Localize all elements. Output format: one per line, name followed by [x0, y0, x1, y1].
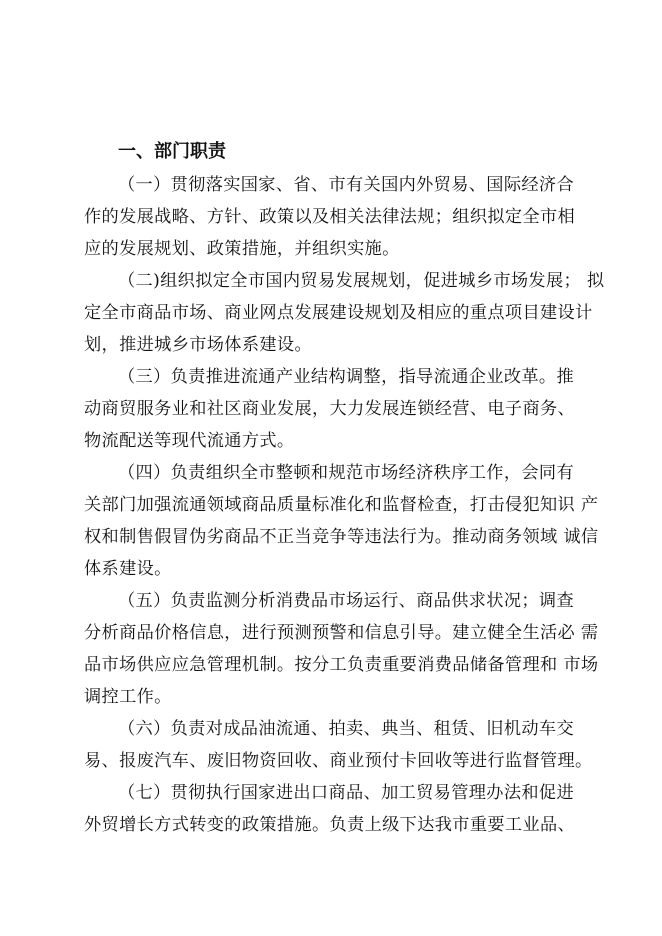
- paragraph-line: 应的发展规划、政策措施，并组织实施。: [84, 239, 400, 259]
- paragraph-line: 品市场供应应急管理机制。按分工负责重要消费品储备管理和 市场: [84, 655, 599, 675]
- paragraph-line: 分析商品价格信息，进行预测预警和信息引导。建立健全生活必 需: [84, 623, 599, 643]
- section-heading: 一、部门职责: [118, 141, 226, 162]
- paragraph-line: 定全市商品市场、商业网点发展建设规划及相应的重点项目建设计: [84, 303, 593, 323]
- paragraph-line: 体系建设。: [84, 559, 172, 579]
- paragraph-line: （五）负责监测分析消费品市场运行、商品供求状况；调查: [118, 591, 574, 611]
- paragraph-line: 动商贸服务业和社区商业发展，大力发展连锁经营、电子商务、: [84, 399, 576, 419]
- paragraph-line: （七）贯彻执行国家进出口商品、加工贸易管理办法和促进: [118, 783, 574, 803]
- paragraph-line: 权和制售假冒伪劣商品不正当竞争等违法行为。推动商务领域 诚信: [84, 527, 599, 547]
- paragraph-line: 作的发展战略、方针、政策以及相关法律法规；组织拟定全市相: [84, 207, 576, 227]
- paragraph-line: （二)组织拟定全市国内贸易发展规划，促进城乡市场发展； 拟: [118, 271, 605, 291]
- paragraph-line: 物流配送等现代流通方式。: [84, 431, 295, 451]
- paragraph-line: 调控工作。: [84, 687, 172, 707]
- paragraph-line: 易、报废汽车、废旧物资回收、商业预付卡回收等进行监督管理。: [84, 751, 593, 771]
- paragraph-line: （三）负责推进流通产业结构调整，指导流通企业改革。推: [118, 367, 574, 387]
- paragraph-line: （六）负责对成品油流通、拍卖、典当、租赁、旧机动车交: [118, 719, 574, 739]
- paragraph-line: （四）负责组织全市整顿和规范市场经济秩序工作，会同有: [118, 463, 574, 483]
- paragraph-line: 划，推进城乡市场体系建设。: [84, 335, 312, 355]
- paragraph-line: 外贸增长方式转变的政策措施。负责上级下达我市重要工业品、: [84, 815, 576, 835]
- paragraph-line: （一）贯彻落实国家、省、市有关国内外贸易、国际经济合: [118, 175, 574, 195]
- paragraph-line: 关部门加强流通领域商品质量标准化和监督检查，打击侵犯知识 产: [84, 495, 599, 515]
